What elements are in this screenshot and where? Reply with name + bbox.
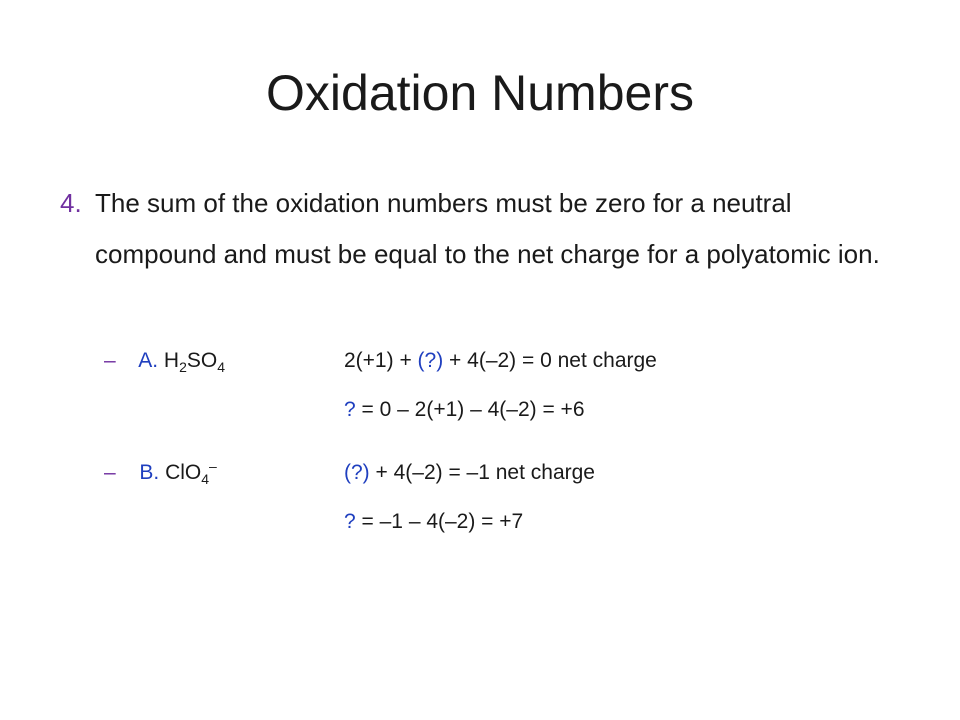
slide-title: Oxidation Numbers [266,65,694,121]
unknown-marker: (?) [417,349,444,372]
unknown-marker: (?) [344,461,370,484]
unknown-marker: ? [344,398,356,421]
example-b-label-row [104,458,217,488]
sub-bullet-dash: – [104,349,116,372]
bullet-number: 4. [60,188,82,218]
example-a-equation-1: 2(+1) + (?) + 4(–2) = 0 net charge [344,349,657,372]
sub-bullet-dash: – [104,461,116,484]
example-a-label-row [104,346,225,376]
chemical-formula: $H_2SO_4$ [163,349,226,376]
example-b-equation-2: ? = –1 – 4(–2) = +7 [344,510,524,533]
unknown-marker: ? [344,510,356,533]
example-label: B. [139,461,160,484]
example-label: A. [138,349,159,372]
bullet-text: The sum of the oxidation numbers must be zero for a neutral compound and must be equal to the net charge for a polyatomic ion. [95,188,880,269]
chemical-formula: ClO$_4$– [165,458,217,488]
example-a-equation-2: ? = 0 – 2(+1) – 4(–2) = +6 [344,398,585,421]
bullet-point-4 [60,178,910,280]
example-b-equation-1: (?) + 4(–2) = –1 net charge [344,461,595,484]
